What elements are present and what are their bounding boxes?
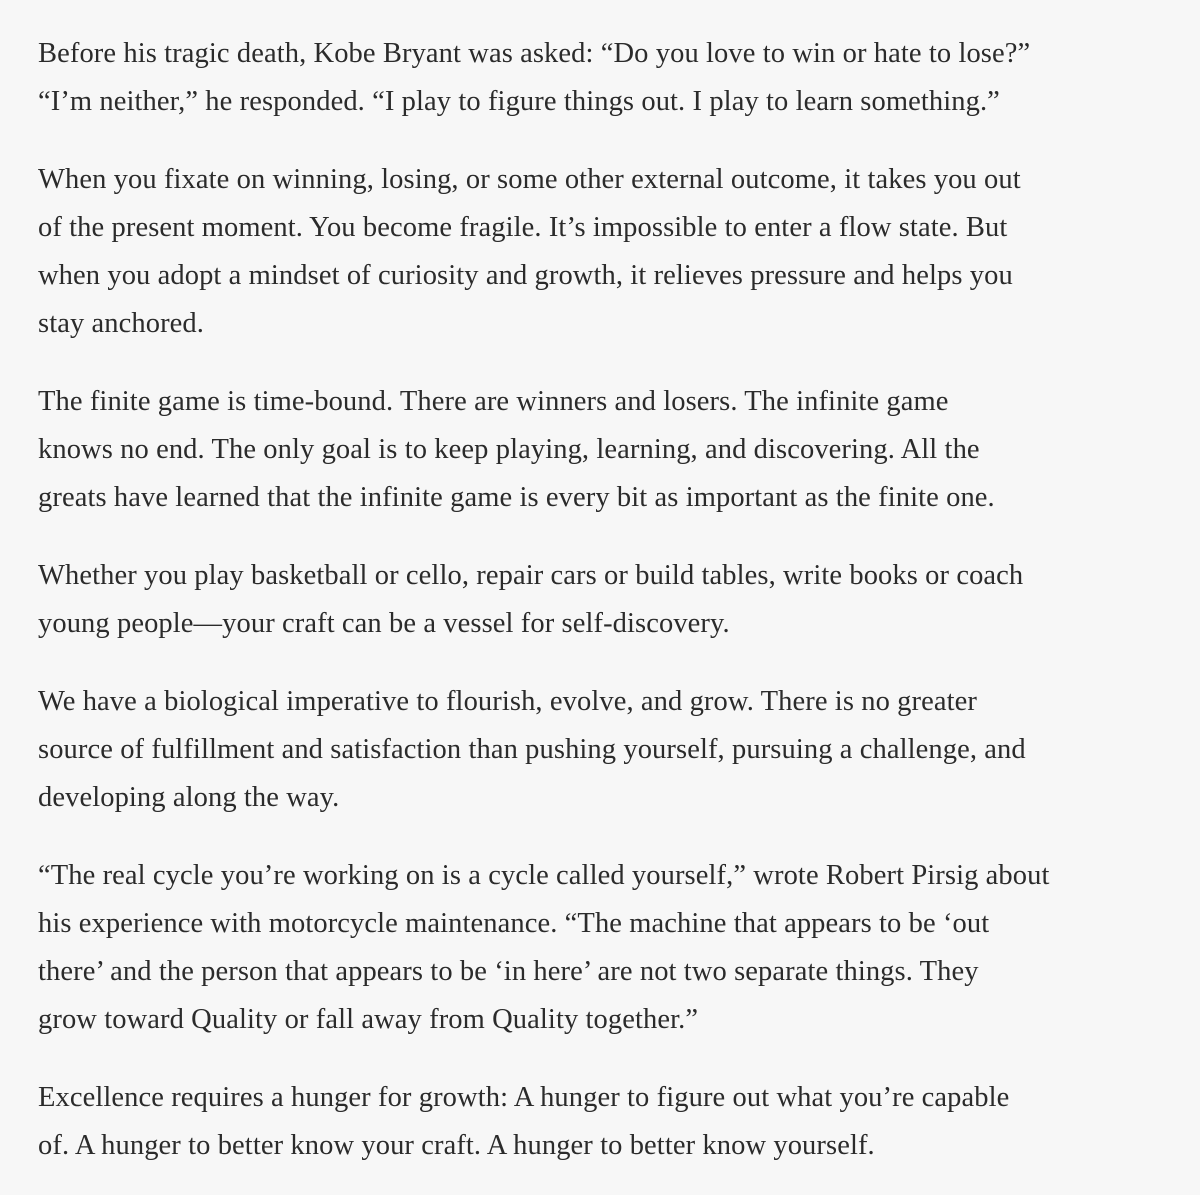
paragraph-external-outcome: When you fixate on winning, losing, or some other external outcome, it takes you out of the present moment. You become fragile. It’s impossible to enter a flow state. But when you adopt a mindset of curiosity and growth, it relieves pressure and helps you stay anchored.: [38, 164, 1021, 339]
paragraph-finite-infinite-game: The finite game is time-bound. There are winners and losers. The infinite game knows no end. The only goal is to keep playing, learning, and discovering. All the greats have learned that the infinite game is every bit as important as the finite one.: [38, 386, 995, 513]
paragraph-excellence-hunger: Excellence requires a hunger for growth: A hunger to figure out what you’re capable of. A hunger to better know your craft. A hunger to better know yourself.: [38, 1082, 1010, 1161]
paragraph-pirsig-quote: “The real cycle you’re working on is a cycle called yourself,” wrote Robert Pirsig about his experience with motorcycle maintenance. “The machine that appears to be ‘out there’ and the person that appears to be ‘in here’ are not two separate things. They grow toward Quality or fall away from Quality together.”: [38, 860, 1050, 1035]
paragraph-biological-imperative: We have a biological imperative to flourish, evolve, and grow. There is no greater source of fulfillment and satisfaction than pushing yourself, pursuing a challenge, and developing along the way.: [38, 686, 1026, 813]
paragraph-kobe-quote: Before his tragic death, Kobe Bryant was asked: “Do you love to win or hate to lose?” “I’m neither,” he responded. “I play to figure things out. I play to learn something.”: [38, 38, 1031, 117]
paragraph-craft-vessel: Whether you play basketball or cello, repair cars or build tables, write books or coach young people—your craft can be a vessel for self-discovery.: [38, 560, 1024, 639]
